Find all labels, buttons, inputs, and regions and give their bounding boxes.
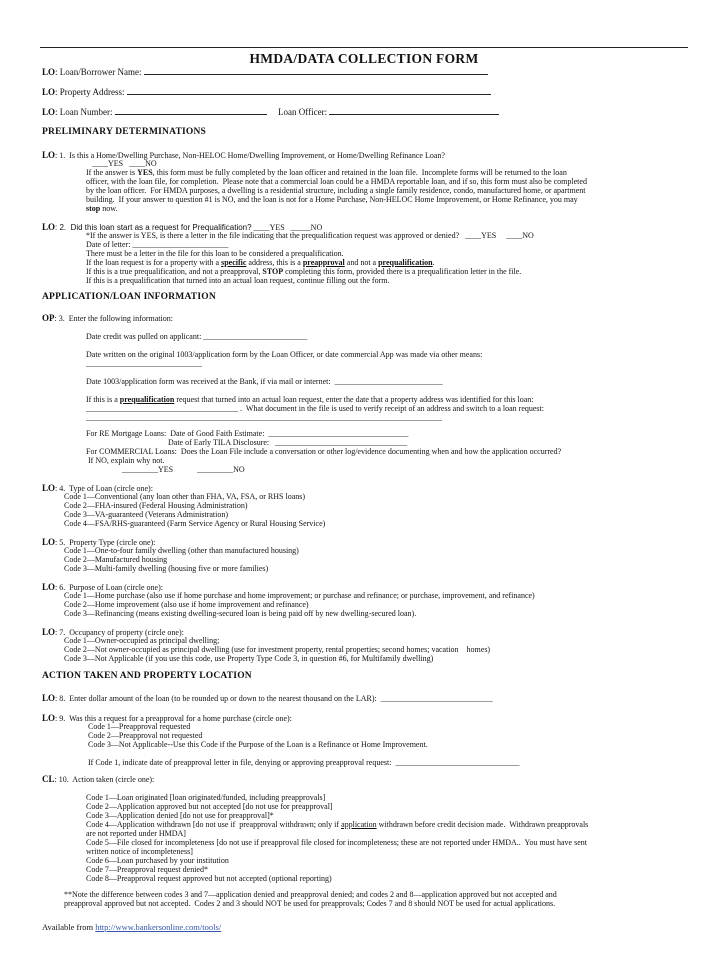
q10-code-1[interactable]: Code 1—Loan originated [loan originated/funded, including preapprovals] — [86, 793, 326, 802]
q3-preq-line-1: If this is a prequalification request that turned into an actual loan request, enter the date that a property address was identified for this loan: — [86, 395, 534, 404]
q6-text: : 6. Purpose of Loan (circle one): — [55, 583, 163, 592]
q10-code-6[interactable]: Code 6—Loan purchased by your institution — [86, 856, 229, 865]
q3-label: OP — [42, 313, 55, 323]
q9-text: : 9. Was this a request for a preapproval for a home purchase (circle one): — [55, 714, 292, 723]
q3-com-yes-no[interactable]: _________YES _________NO — [86, 465, 245, 474]
q10-code-7[interactable]: Code 7—Preapproval request denied* — [86, 865, 208, 874]
q2-line-1: *If the answer is YES, is there a letter in the file indicating that the prequalification request was approved or denied? ____YES ____NO — [86, 231, 534, 240]
lo-label: LO — [42, 87, 56, 97]
q5-code-2[interactable]: Code 2—Manufactured housing — [64, 555, 168, 564]
q3-re-line-2[interactable]: Date of Early TILA Disclosure: _________________________________ — [86, 438, 408, 447]
q9-note[interactable]: If Code 1, indicate date of preapproval letter in file, denying or approving preapproval request: _______________________________ — [88, 758, 520, 767]
q2-line-3: There must be a letter in the file for this loan to be considered a prequalification. — [86, 249, 344, 258]
footer-link[interactable]: http://www.bankersonline.com/tools/ — [95, 922, 222, 932]
q9-label: LO — [42, 713, 56, 723]
property-field[interactable] — [42, 87, 491, 97]
q1-line-1: If the answer is YES, this form must be fully completed by the loan officer and retained in the loan file. Incomplete forms will be returned to the loan — [86, 168, 567, 177]
q6-code-1[interactable]: Code 1—Home purchase (also use if home purchase and home improvement; or purchase and refinance; or purchase, improvement, and refinance) — [64, 591, 535, 600]
loan-number-field[interactable] — [42, 107, 499, 117]
q2-line-4: If the loan request is for a property with a specific address, this is a preapproval and not a prequalification. — [86, 258, 435, 267]
q1-text: : 1. Is this a Home/Dwelling Purchase, Non-HELOC Home/Dwelling Improvement, or Home/Dwelling Refinance Loan? — [55, 151, 445, 160]
q10-note-2: preapproval approved but not accepted. Codes 2 and 3 should NOT be used for preapprovals; Codes 7 and 8 should NOT be used for actual applications. — [64, 899, 556, 908]
q3-question — [42, 313, 173, 324]
q7-label: LO — [42, 627, 56, 637]
q9-code-2[interactable]: Code 2—Preapproval not requested — [88, 731, 203, 740]
loan-officer-label: Loan Officer: — [278, 107, 328, 117]
q1-line-5: stop now. — [86, 204, 118, 213]
q6-code-2[interactable]: Code 2—Home improvement (also use if home improvement and refinance) — [64, 600, 309, 609]
q10-text: : 10. Action taken (circle one): — [54, 775, 155, 784]
q7-code-2[interactable]: Code 2—Not owner-occupied as principal dwelling (use for investment property, rental properties; second homes; vacation homes) — [64, 645, 491, 654]
q6-code-3[interactable]: Code 3—Refinancing (means existing dwelling-secured loan is being paid off by new dwelling-secured loan). — [64, 609, 417, 618]
q10-code-5-cont: written notice of incompleteness] — [86, 847, 193, 856]
q10-code-4-cont: are not reported under HMDA] — [86, 829, 186, 838]
q2-line-2[interactable]: Date of letter: ________________________ — [86, 240, 229, 249]
q7-code-1[interactable]: Code 1—Owner-occupied as principal dwelling; — [64, 636, 220, 645]
q5-code-3[interactable]: Code 3—Multi-family dwelling (housing five or more families) — [64, 564, 269, 573]
q3-text: : 3. Enter the following information: — [54, 314, 173, 323]
loan-number-blank[interactable] — [115, 107, 267, 115]
q7-code-3[interactable]: Code 3—Not Applicable (if you use this code, use Property Type Code 3, in question #6, for Multifamily dwelling) — [64, 654, 434, 663]
q3-written-date: Date written on the original 1003/application form by the Loan Officer, or date commercial App was made via other means: — [86, 350, 483, 359]
q2-text: : 2. Did this loan start as a request for Prequalification? — [55, 223, 252, 232]
property-label: : Property Address: — [55, 87, 125, 97]
q3-preq-line-3[interactable]: _________________________________________________________________________________________ — [86, 413, 442, 422]
q2-line-6: If this is a prequalification that turned into an actual loan request, continue filling out the form. — [86, 276, 390, 285]
q4-code-1[interactable]: Code 1—Conventional (any loan other than FHA, VA, FSA, or RHS loans) — [64, 492, 306, 501]
q4-code-3[interactable]: Code 3—VA-guaranteed (Veterans Administration) — [64, 510, 229, 519]
q1-yes-no[interactable]: ____YES ____NO — [92, 159, 157, 168]
q3-received-date[interactable]: Date 1003/application form was received at the Bank, if via mail or internet: ___________________________ — [86, 377, 443, 386]
q10-question — [42, 774, 154, 785]
q2-line-5: If this is a true prequalification, and not a preapproval, STOP completing this form, provided there is a prequalification letter in the file. — [86, 267, 522, 276]
q4-label: LO — [42, 483, 56, 493]
q1-line-2: officer, with the loan file, for completion. Please note that a commercial loan could be a HMDA reportable loan, and if so, this form must also be completed — [86, 177, 587, 186]
q10-code-3[interactable]: Code 3—Application denied [do not use for preapproval]* — [86, 811, 274, 820]
q4-code-4[interactable]: Code 4—FSA/RHS-guaranteed (Farm Service Agency or Rural Housing Service) — [64, 519, 326, 528]
q3-com-line-1: For COMMERCIAL Loans: Does the Loan File include a conversation or other log/evidence documenting when and how the application occurred? — [86, 447, 562, 456]
section-action: ACTION TAKEN AND PROPERTY LOCATION — [42, 671, 252, 681]
borrower-field[interactable] — [42, 67, 488, 77]
lo-label: LO — [42, 107, 56, 117]
loan-number-label: : Loan Number: — [55, 107, 113, 117]
q1-line-4: building. If your answer to question #1 is NO, and the loan is not for a Home Purchase, Non-HELOC Home Improvement, or Home Refinance, you may — [86, 195, 578, 204]
q5-label: LO — [42, 537, 56, 547]
borrower-label: : Loan/Borrower Name: — [55, 67, 142, 77]
q8-question[interactable] — [42, 693, 493, 704]
q4-code-2[interactable]: Code 2—FHA-insured (Federal Housing Administration) — [64, 501, 248, 510]
q2-label: LO — [42, 222, 56, 232]
section-application: APPLICATION/LOAN INFORMATION — [42, 292, 216, 302]
q10-code-4[interactable]: Code 4—Application withdrawn [do not use if preapproval withdrawn; only if application withdrawn before credit decision made. Withdrawn preapprovals — [86, 820, 589, 829]
q3-preq-line-2[interactable]: ______________________________________ . What document in the file is used to verify receipt of an address and switch to a loan request: — [86, 404, 544, 413]
q3-re-line-1[interactable]: For RE Mortgage Loans: Date of Good Faith Estimate: ___________________________________ — [86, 429, 409, 438]
q3-written-blank[interactable]: _____________________________ — [86, 359, 202, 368]
borrower-blank[interactable] — [144, 67, 488, 75]
q10-code-8[interactable]: Code 8—Preapproval request approved but not accepted (optional reporting) — [86, 874, 332, 883]
q10-label: CL — [42, 774, 55, 784]
q10-code-2[interactable]: Code 2—Application approved but not accepted [do not use for preapproval] — [86, 802, 333, 811]
q4-text: : 4. Type of Loan (circle one): — [55, 484, 153, 493]
form-title: HMDA/DATA COLLECTION FORM — [249, 51, 479, 66]
loan-officer-blank[interactable] — [329, 107, 499, 115]
q5-code-1[interactable]: Code 1—One-to-four family dwelling (other than manufactured housing) — [64, 546, 299, 555]
q10-note-1: **Note the difference between codes 3 and 7—application denied and preapproval denied; and codes 2 and 8—application approved but not accepted and — [64, 890, 557, 899]
q6-label: LO — [42, 582, 56, 592]
lo-label: LO — [42, 67, 56, 77]
q2-yes-no[interactable]: ____YES _____NO — [251, 223, 323, 232]
property-blank[interactable] — [127, 87, 491, 95]
top-rule — [40, 47, 688, 48]
q8-text: : 8. Enter dollar amount of the loan (to be rounded up or down to the nearest thousand on the LAR): ____________________________ — [55, 694, 493, 703]
q1-label: LO — [42, 150, 56, 160]
q3-com-line-2: If NO, explain why not. — [86, 456, 165, 465]
q3-credit-date[interactable]: Date credit was pulled on applicant: __________________________ — [86, 332, 308, 341]
footer — [42, 922, 221, 932]
q8-label: LO — [42, 693, 56, 703]
q9-code-3[interactable]: Code 3—Not Applicable--Use this Code if the Purpose of the Loan is a Refinance or Home Improvement. — [88, 740, 428, 749]
q10-code-5[interactable]: Code 5—File closed for incompleteness [do not use if preapproval file closed for incompleteness; these are not reported under HMDA.. You must have sent — [86, 838, 587, 847]
footer-text: Available from — [42, 922, 96, 932]
q1-line-3: by the loan officer. For HMDA purposes, a dwelling is a residential structure, including a single family residence, condo, manufactured home, or apartment — [86, 186, 586, 195]
q7-text: : 7. Occupancy of property (circle one): — [55, 628, 184, 637]
q9-code-1[interactable]: Code 1—Preapproval requested — [88, 722, 191, 731]
q5-text: : 5. Property Type (circle one): — [55, 538, 156, 547]
section-prelim: PRELIMINARY DETERMINATIONS — [42, 127, 207, 137]
